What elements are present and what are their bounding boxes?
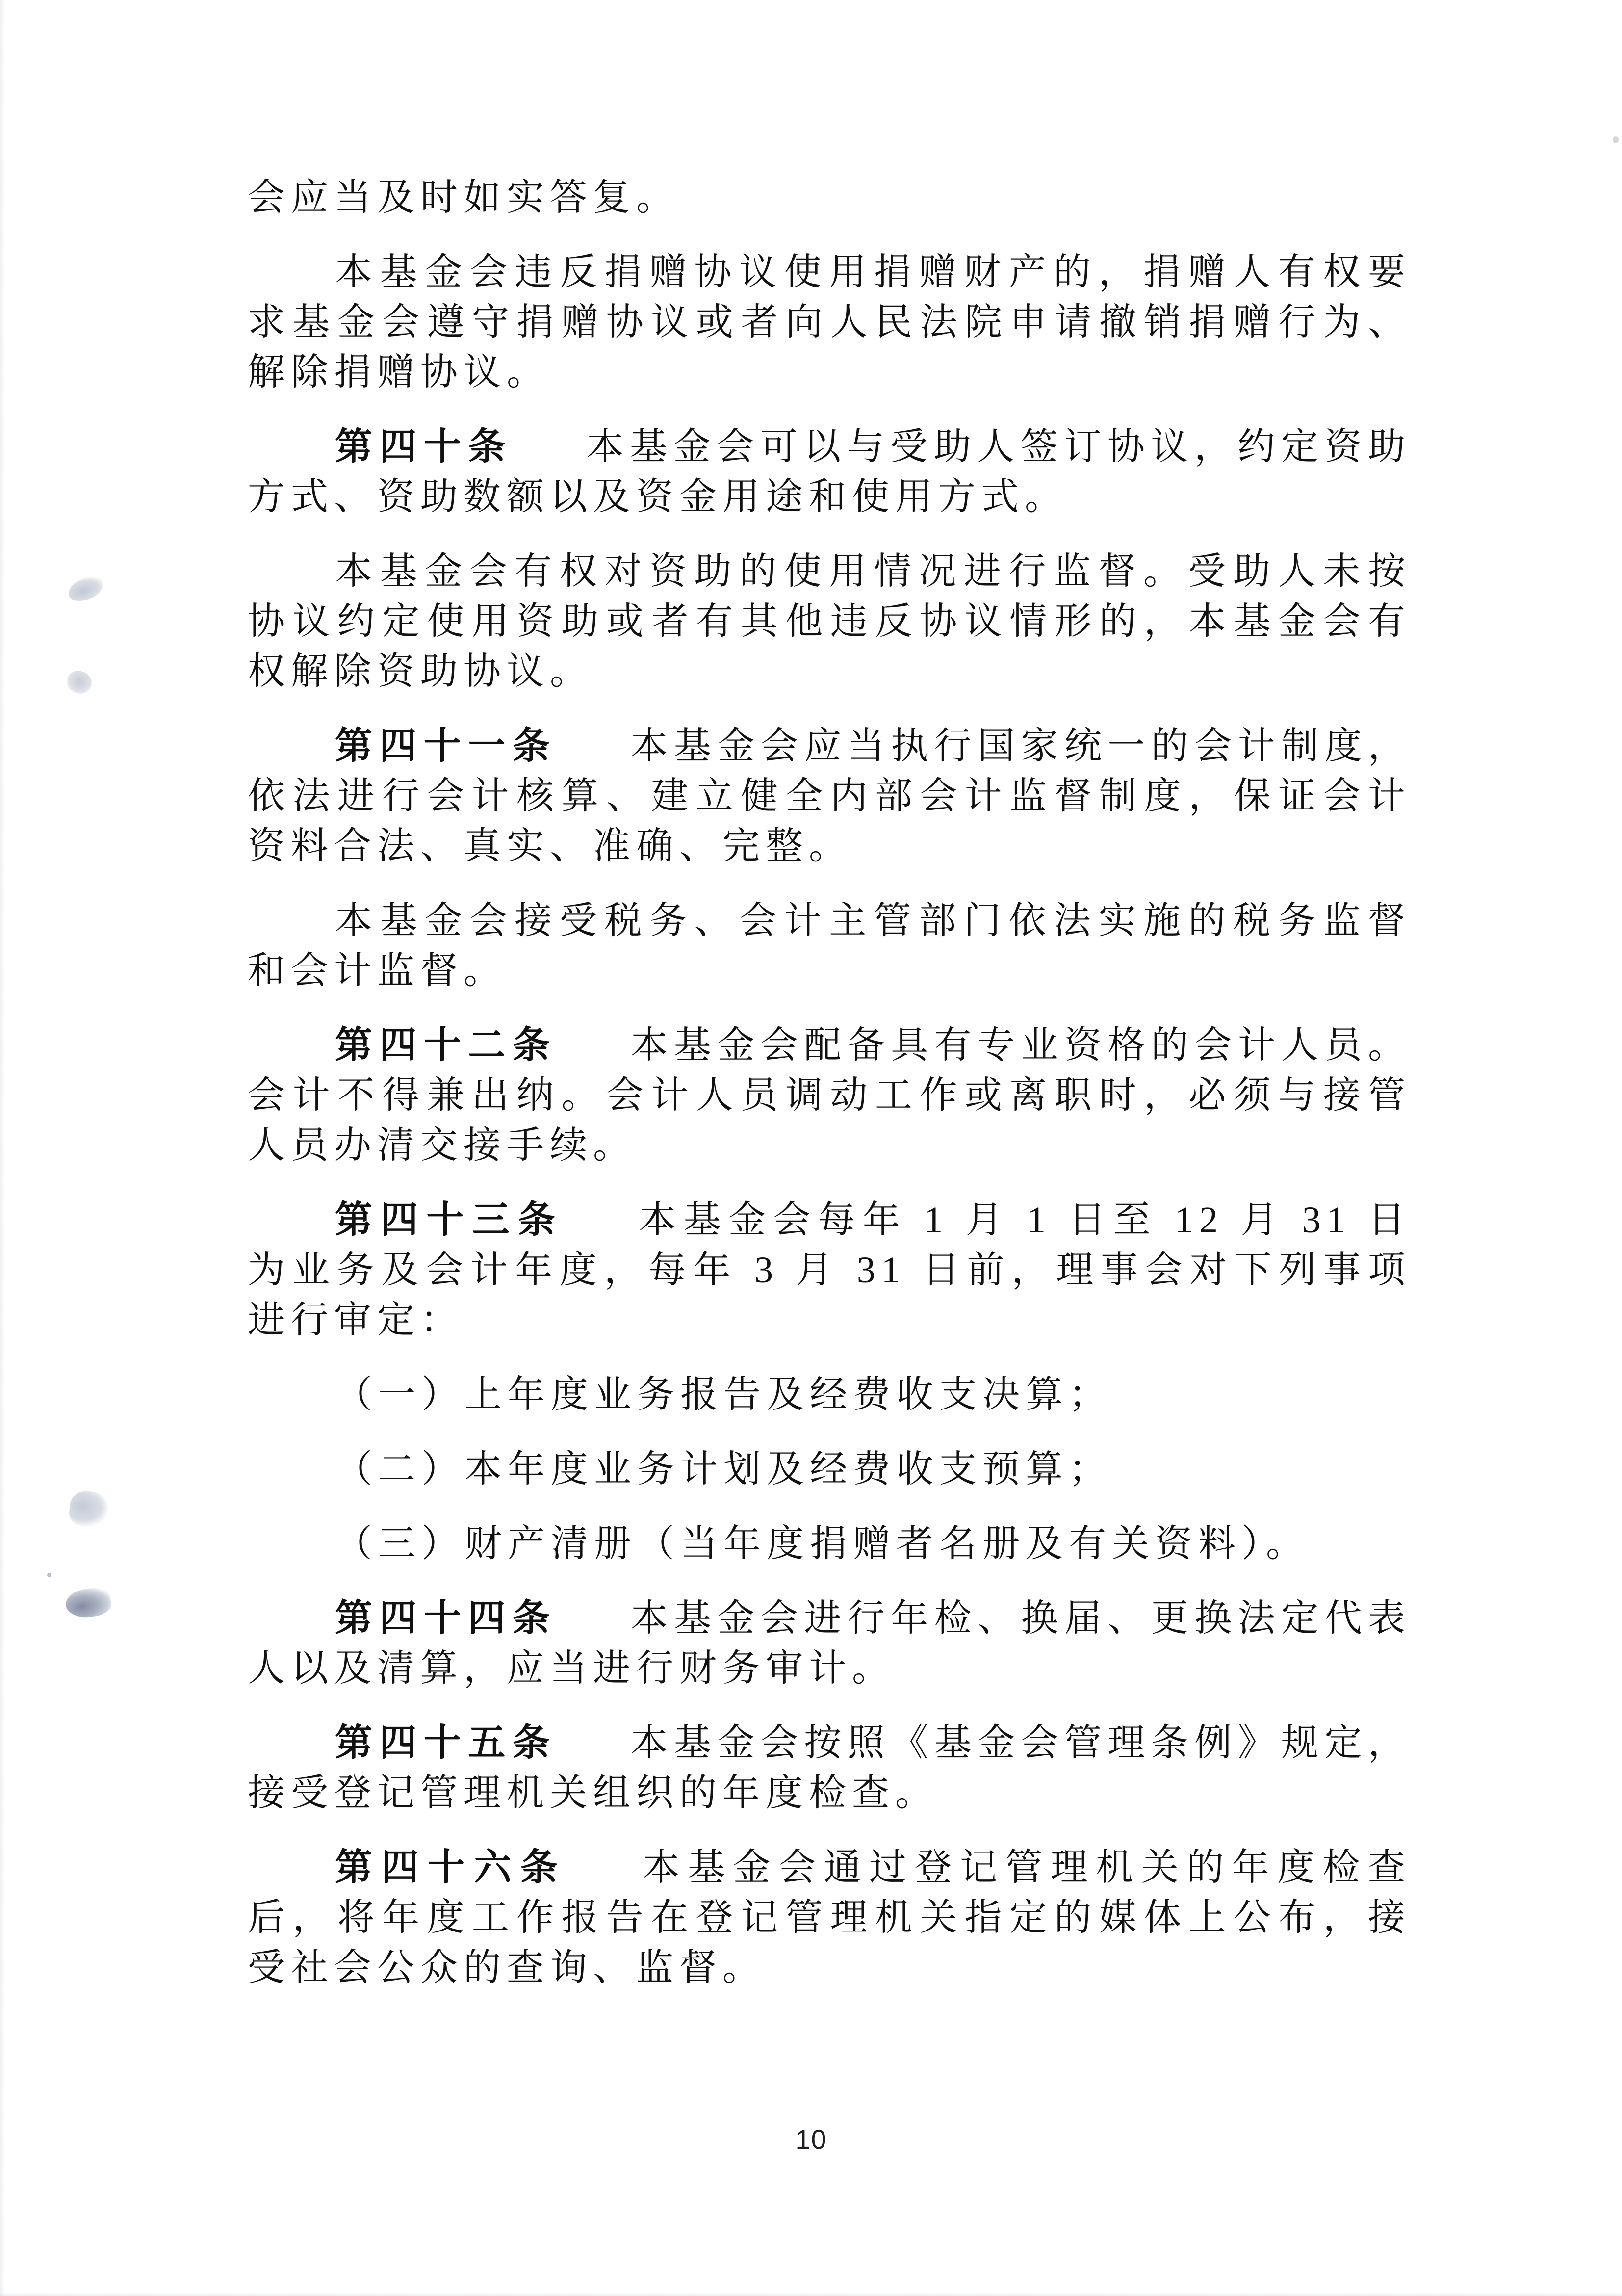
article-paragraph [248, 1843, 1411, 1993]
paragraph-text: 会应当及时如实答复。 [248, 177, 679, 218]
scan-smudge-artifact [65, 669, 94, 696]
paragraph-text: （三）财产清册（当年度捐赠者名册及有关资料）。 [335, 1523, 1309, 1565]
article-text: 本基金会进行年检、换届、更换法定代表人以及清算，应当进行财务审计。 [248, 1598, 1412, 1689]
article-text: 本基金会应当执行国家统一的会计制度，依法进行会计核算、建立健全内部会计监督制度，保证会计资料合法、真实、准确、完整。 [248, 726, 1412, 867]
article-text: 本基金会可以与受助人签订协议，约定资助方式、资助数额以及资金用途和使用方式。 [248, 426, 1412, 518]
paragraph-text: 本基金会接受税务、会计主管部门依法实施的税务监督和会计监督。 [248, 900, 1411, 991]
scan-smudge-artifact [65, 573, 106, 605]
body-paragraph [248, 247, 1411, 397]
article-paragraph [248, 1195, 1411, 1345]
article-paragraph [248, 422, 1411, 522]
article-number: 第四十四条 [335, 1598, 557, 1639]
article-text: 本基金会通过登记管理机关的年度检查后，将年度工作报告在登记管理机关指定的媒体上公布，接受社会公众的查询、监督。 [248, 1847, 1412, 1988]
article-paragraph [248, 1593, 1411, 1694]
article-number: 第四十六条 [335, 1847, 567, 1888]
paragraph-text: （一）上年度业务报告及经费收支决算； [335, 1374, 1112, 1415]
article-number: 第四十二条 [335, 1025, 557, 1066]
paragraph-text: 本基金会违反捐赠协议使用捐赠财产的，捐赠人有权要求基金会遵守捐赠协议或者向人民法院申请撤销捐赠行为、解除捐赠协议。 [248, 252, 1411, 393]
scan-edge-shadow-bottom [0, 2292, 1622, 2296]
body-paragraph [248, 173, 1411, 223]
article-text: 本基金会按照《基金会管理条例》规定，接受登记管理机关组织的年度检查。 [248, 1722, 1412, 1814]
paragraph-text: 本基金会有权对资助的使用情况进行监督。受助人未按协议约定使用资助或者有其他违反协议情形的，本基金会有权解除资助协议。 [248, 551, 1411, 692]
article-text: 本基金会配备具有专业资格的会计人员。会计不得兼出纳。会计人员调动工作或离职时，必须与接管人员办清交接手续。 [248, 1025, 1412, 1166]
scan-dot-artifact [1613, 136, 1619, 143]
article-paragraph [248, 1020, 1411, 1171]
body-paragraph [248, 896, 1411, 996]
article-number: 第四十五条 [335, 1722, 557, 1764]
scan-dot-artifact [47, 1573, 51, 1577]
article-paragraph [248, 1718, 1411, 1818]
body-paragraph [248, 1370, 1411, 1420]
body-paragraph [248, 547, 1411, 697]
article-number: 第四十三条 [335, 1200, 564, 1241]
article-number: 第四十一条 [335, 726, 557, 767]
article-text: 本基金会每年 1 月 1 日至 12 月 31 日为业务及会计年度，每年 3 月 31 日前，理事会对下列事项进行审定： [248, 1200, 1411, 1341]
scan-edge-shadow-left [0, 0, 5, 2296]
scan-smudge-artifact [64, 1586, 112, 1620]
body-paragraph [248, 1519, 1411, 1569]
article-paragraph [248, 721, 1411, 871]
page-number: 10 [795, 2124, 827, 2155]
paragraph-text: （二）本年度业务计划及经费收支预算； [335, 1449, 1112, 1490]
scan-smudge-artifact [68, 1489, 109, 1529]
article-number: 第四十条 [335, 426, 513, 468]
document-body-text [248, 173, 1411, 2017]
body-paragraph [248, 1444, 1411, 1494]
